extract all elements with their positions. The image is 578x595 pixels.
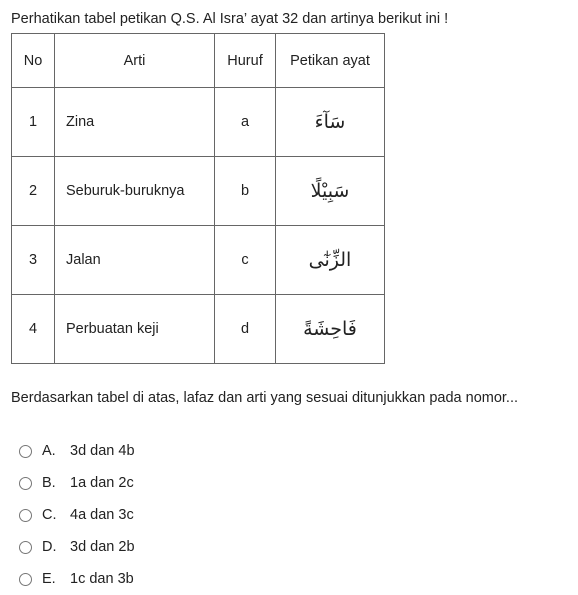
option-letter: A.	[42, 443, 56, 459]
option-text: 1c dan 3b	[70, 571, 134, 587]
option-text: 4a dan 3c	[70, 507, 134, 523]
cell-arti: Zina	[55, 88, 215, 157]
radio-button[interactable]	[19, 509, 32, 522]
option-e[interactable]	[19, 563, 135, 595]
option-c[interactable]	[19, 499, 135, 531]
cell-petikan	[276, 226, 385, 295]
verse-table	[11, 33, 385, 364]
header-no: No	[12, 34, 55, 88]
cell-no: 4	[12, 295, 55, 364]
cell-huruf: d	[215, 295, 276, 364]
option-text: 3d dan 4b	[70, 443, 135, 459]
cell-petikan	[276, 88, 385, 157]
radio-button[interactable]	[19, 573, 32, 586]
table-row	[12, 295, 385, 364]
table-row	[12, 88, 385, 157]
option-letter: D.	[42, 539, 57, 555]
option-letter: C.	[42, 507, 57, 523]
option-a[interactable]	[19, 435, 135, 467]
arabic-text: سَآءَ	[314, 111, 346, 133]
question-intro-text: Perhatikan tabel petikan Q.S. Al Isra’ ayat 32 dan artinya berikut ini !	[11, 11, 449, 27]
option-letter: E.	[42, 571, 56, 587]
answer-options	[19, 435, 135, 595]
table-row	[12, 226, 385, 295]
option-text: 3d dan 2b	[70, 539, 135, 555]
option-text: 1a dan 2c	[70, 475, 134, 491]
option-b[interactable]	[19, 467, 135, 499]
option-d[interactable]	[19, 531, 135, 563]
radio-button[interactable]	[19, 541, 32, 554]
cell-petikan	[276, 157, 385, 226]
header-huruf: Huruf	[215, 34, 276, 88]
header-petikan-ayat: Petikan ayat	[276, 34, 385, 88]
cell-arti: Seburuk-buruknya	[55, 157, 215, 226]
cell-huruf: c	[215, 226, 276, 295]
cell-huruf: b	[215, 157, 276, 226]
question-text: Berdasarkan tabel di atas, lafaz dan arti yang sesuai ditunjukkan pada nomor...	[11, 390, 519, 406]
header-arti: Arti	[55, 34, 215, 88]
table-header-row	[12, 34, 385, 88]
radio-button[interactable]	[19, 445, 32, 458]
arabic-text: سَبِيْلًا	[310, 180, 350, 202]
option-letter: B.	[42, 475, 56, 491]
arabic-text: فَاحِشَةً	[303, 318, 357, 340]
cell-no: 2	[12, 157, 55, 226]
cell-no: 3	[12, 226, 55, 295]
cell-petikan	[276, 295, 385, 364]
arabic-text: الزِّنٰٓى	[308, 249, 352, 271]
cell-arti: Perbuatan keji	[55, 295, 215, 364]
cell-huruf: a	[215, 88, 276, 157]
cell-no: 1	[12, 88, 55, 157]
table-row	[12, 157, 385, 226]
cell-arti: Jalan	[55, 226, 215, 295]
radio-button[interactable]	[19, 477, 32, 490]
